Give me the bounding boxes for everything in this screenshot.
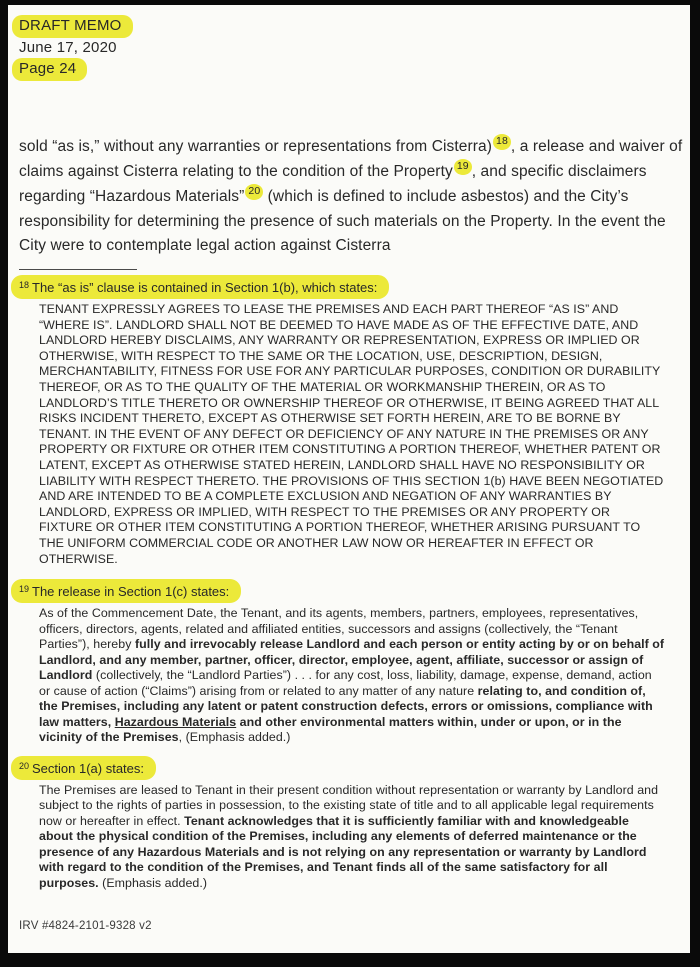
footnote-19-text-1: As of the Commencement Date, the Tenant, and its agents, members, partners, employees, representatives, officers, directors, agents, related and affiliated entities, successors and assigns (collectively, the “Tenant Parties”), hereby xyxy=(39,606,639,652)
footnote-19-bold-3: and other environmental matters within, under or upon, or in the vicinity of the Premises xyxy=(39,714,622,745)
body-text-2: , a release and waiver of claims against Cisterra relating to the condition of the Property xyxy=(19,138,683,181)
footnote-ref-20: 20 xyxy=(245,184,263,200)
memo-title-highlight xyxy=(12,15,133,38)
footnote-18-heading xyxy=(19,275,682,299)
document-id: IRV #4824-2101-9328 v2 xyxy=(19,920,152,933)
page-number-highlight xyxy=(12,58,87,81)
footnote-20-text-1: The Premises are leased to Tenant in their present condition without representation or warranty by Landlord and subject to the rights of parties in possession, to the existing state of title and to all applicable legal requirements now or hereafter in effect. xyxy=(39,782,659,828)
footnote-19-heading xyxy=(19,579,682,603)
body-text-1: sold “as is,” without any warranties or representations from Cisterra) xyxy=(19,138,493,155)
footnote-18-body: TENANT EXPRESSLY AGREES TO LEASE THE PREMISES AND EACH PART THEREOF “AS IS” AND “WHERE IS”. LANDLORD SHALL NOT BE DEEMED TO HAVE MADE AS OF THE EFFECTIVE DATE, AND LANDLORD HEREBY DISCLAIMS, ANY WARRANTY OR REPRESENTATION, EXPRESS OR IMPLIED OR OTHERWISE, WITH RESPECT TO THE SAME OR THE LOCATION, USE, DESCRIPTION, DESIGN, MERCHANTABILITY, FITNESS FOR USE FOR ANY PARTICULAR PURPOSES, CONDITION OR DURABILITY THEREOF, OR AS TO THE QUALITY OF THE MATERIAL OR WORKMANSHIP THEREIN, OR AS TO LANDLORD’S TITLE THERETO OR OWNERSHIP THEREOF OR OTHERWISE, IT BEING AGREED THAT ALL RISKS INCIDENT THERETO, EXCEPT AS OTHERWISE SET FORTH HEREIN, ARE TO BE BORNE BY TENANT. IN THE EVENT OF ANY DEFECT OR DEFICIENCY OF ANY NATURE IN THE PREMISES OR ANY PROPERTY OR FIXTURE OR OTHER ITEM CONSTITUTING A PORTION THEREOF, WHETHER PATENT OR LATENT, EXCEPT AS OTHERWISE STATED HEREIN, LANDLORD SHALL HAVE NO RESPONSIBILITY OR LIABILITY WITH RESPECT THERETO. THE PROVISIONS OF THIS SECTION 1(b) HAVE BEEN NEGOTIATED AND ARE INTENDED TO BE A COMPLETE EXCLUSION AND NEGATION OF ANY WARRANTIES BY LANDLORD, EXPRESS OR IMPLIED, WITH RESPECT TO THE PREMISES OR ANY PROPERTY OR FIXTURE OR OTHER ITEM CONSTITUTING A PORTION THEREOF, WHETHER ARISING PURSUANT TO THE UNIFORM COMMERCIAL CODE OR ANOTHER LAW NOW OR HEREAFTER IN EFFECT OR OTHERWISE. xyxy=(39,302,664,566)
memo-title: DRAFT MEMO xyxy=(19,17,122,34)
footnote-20-number: 20 xyxy=(19,760,30,771)
footnote-18-number: 18 xyxy=(19,280,30,291)
footnote-20-body xyxy=(39,783,665,892)
footnote-19-bold-underline: Hazardous Materials xyxy=(114,714,237,729)
footnote-separator xyxy=(19,269,137,270)
footnote-ref-19: 19 xyxy=(454,159,472,175)
footnote-19-number: 19 xyxy=(19,584,30,595)
body-paragraph xyxy=(19,134,690,258)
footnote-19 xyxy=(19,579,682,746)
footnote-19-bold-1: fully and irrevocably release Landlord and each person or entity acting by or on behalf of Landlord, and any member, partner, officer, director, employee, agent, affiliate, successor or assign of Landlord xyxy=(39,637,665,683)
footnote-19-bold-2: relating to, and condition of, the Premises, including any latent or patent construction defects, errors or omissions, compliance with law matters, xyxy=(39,683,653,729)
memo-page-row xyxy=(19,58,682,81)
memo-date: June 17, 2020 xyxy=(19,39,117,56)
footnote-ref-18: 18 xyxy=(493,134,511,150)
footnote-19-text-2: (collectively, the “Landlord Parties”) . . . for any cost, loss, liability, damage, expense, demand, action or cause of action (“Claims”) arising from or related to any matter of any nature xyxy=(39,668,652,698)
footnote-20-highlight xyxy=(11,756,156,780)
page-number: Page 24 xyxy=(19,60,77,77)
footnote-19-body xyxy=(39,606,665,746)
footnote-18 xyxy=(19,275,682,567)
memo-date-row xyxy=(19,38,682,58)
memo-page xyxy=(8,5,690,953)
memo-title-row xyxy=(19,15,682,38)
body-text-3: , and specific disclaimers regarding “Hazardous Materials” xyxy=(19,163,647,206)
footnote-18-highlight xyxy=(11,275,389,299)
footnote-20-bold-1: Tenant acknowledges that it is sufficiently familiar with and knowledgeable about the physical condition of the Premises, including any elements of deferred maintenance or the presence of any Hazardous Materials and is not relying on any representation or warranty by Landlord with regard to the condition of the Premises, and Tenant finds all of the same satisfactory for all purposes. xyxy=(39,813,647,890)
footnote-20-heading-text: Section 1(a) states: xyxy=(32,760,145,776)
footnote-20-heading xyxy=(19,756,682,780)
footnote-19-heading-text: The release in Section 1(c) states: xyxy=(32,584,230,600)
body-text-4: (which is defined to include asbestos) and the City’s responsibility for determining the presence of such materials on the Property. In the event the City were to contemplate legal action against Cisterra xyxy=(19,188,666,254)
footnote-18-heading-text: The “as is” clause is contained in Section 1(b), which states: xyxy=(32,280,378,296)
footnote-19-highlight xyxy=(11,579,241,603)
footnote-19-text-3: , (Emphasis added.) xyxy=(178,730,291,745)
footnote-20-text-2: (Emphasis added.) xyxy=(98,875,208,890)
memo-header xyxy=(19,15,682,81)
footnote-20 xyxy=(19,756,682,892)
